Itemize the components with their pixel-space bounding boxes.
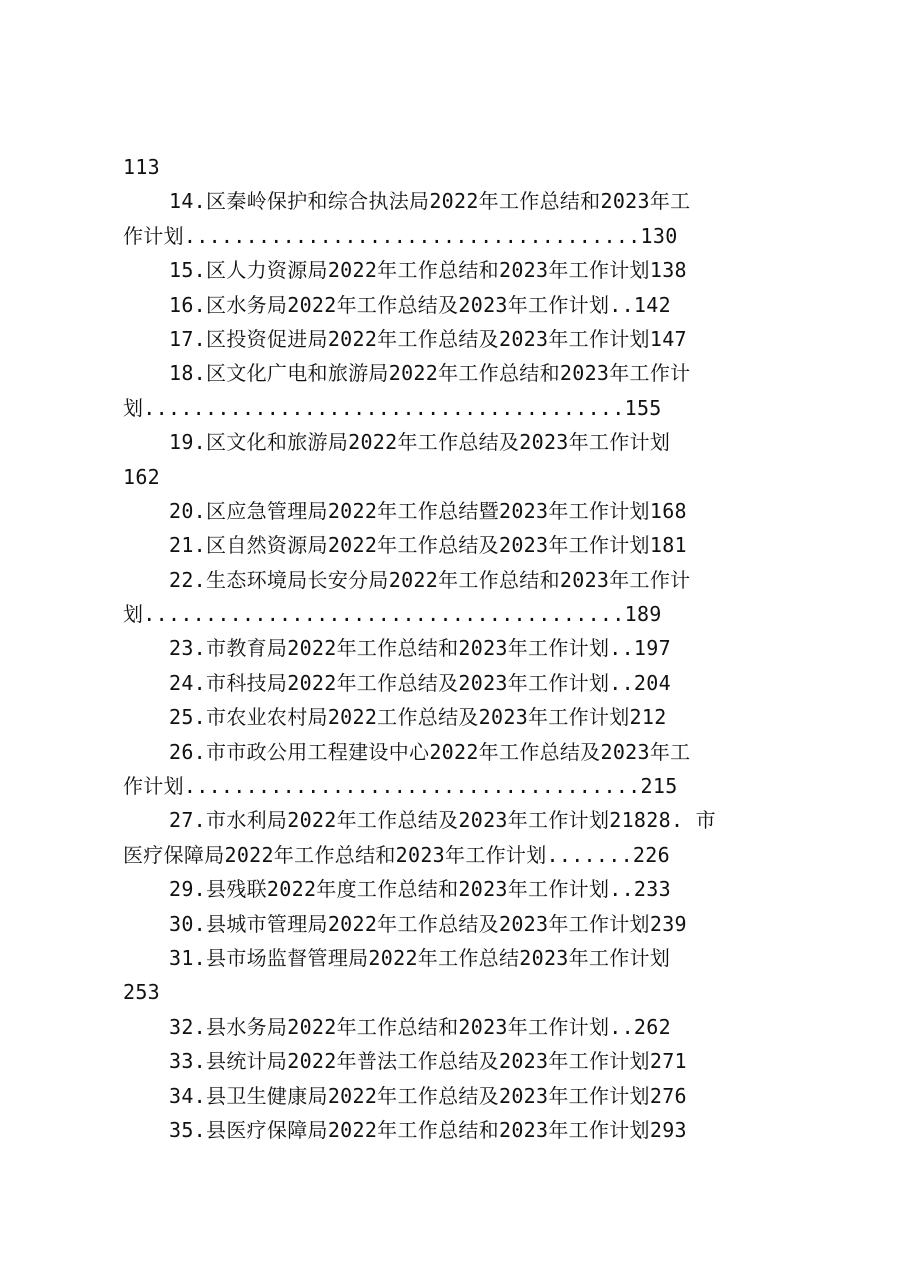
toc-line: 113: [123, 155, 161, 179]
toc-line: 15.区人力资源局2022年工作总结和2023年工作计划138: [169, 258, 687, 283]
toc-line: 32.县水务局2022年工作总结和2023年工作计划..262: [169, 1014, 671, 1039]
toc-line: 34.县卫生健康局2022年工作总结及2023年工作计划276: [169, 1083, 687, 1108]
toc-line: 30.县城市管理局2022年工作总结及2023年工作计划239: [169, 911, 687, 936]
toc-line: 27.市水利局2022年工作总结及2023年工作计划21828. 市: [169, 808, 716, 833]
toc-line: 20.区应急管理局2022年工作总结暨2023年工作计划168: [169, 498, 687, 523]
toc-line: 26.市市政公用工程建设中心2022年工作总结及2023年工: [169, 739, 691, 764]
table-of-contents: [123, 150, 803, 1147]
toc-line: 18.区文化广电和旅游局2022年工作总结和2023年工作计: [169, 361, 691, 386]
toc-line: 162: [123, 464, 161, 489]
toc-line: 医疗保障局2022年工作总结和2023年工作计划.......226: [123, 842, 670, 867]
toc-line: 253: [123, 980, 161, 1005]
toc-line: 29.县残联2022年度工作总结和2023年工作计划..233: [169, 877, 671, 902]
toc-line: 19.区文化和旅游局2022年工作总结及2023年工作计划: [169, 430, 671, 455]
toc-line: 14.区秦岭保护和综合执法局2022年工作总结和2023年工: [169, 189, 691, 214]
toc-line: 17.区投资促进局2022年工作总结及2023年工作计划147: [169, 326, 687, 351]
toc-line: 31.县市场监督管理局2022年工作总结2023年工作计划: [169, 945, 671, 970]
toc-line: 划.......................................189: [123, 602, 662, 627]
toc-line: 作计划.....................................130: [123, 223, 678, 248]
toc-line: 21.区自然资源局2022年工作总结及2023年工作计划181: [169, 533, 687, 558]
toc-line: 22.生态环境局长安分局2022年工作总结和2023年工作计: [169, 567, 691, 592]
toc-line: 作计划.....................................215: [123, 774, 678, 799]
toc-line: 33.县统计局2022年普法工作总结及2023年工作计划271: [169, 1049, 687, 1074]
toc-line: 23.市教育局2022年工作总结和2023年工作计划..197: [169, 636, 671, 661]
toc-line: 25.市农业农村局2022工作总结及2023年工作计划212: [169, 705, 667, 730]
toc-line: 35.县医疗保障局2022年工作总结和2023年工作计划293: [169, 1117, 687, 1142]
toc-line: 划.......................................155: [123, 395, 662, 420]
toc-line: 24.市科技局2022年工作总结及2023年工作计划..204: [169, 670, 671, 695]
toc-line: 16.区水务局2022年工作总结及2023年工作计划..142: [169, 292, 671, 317]
